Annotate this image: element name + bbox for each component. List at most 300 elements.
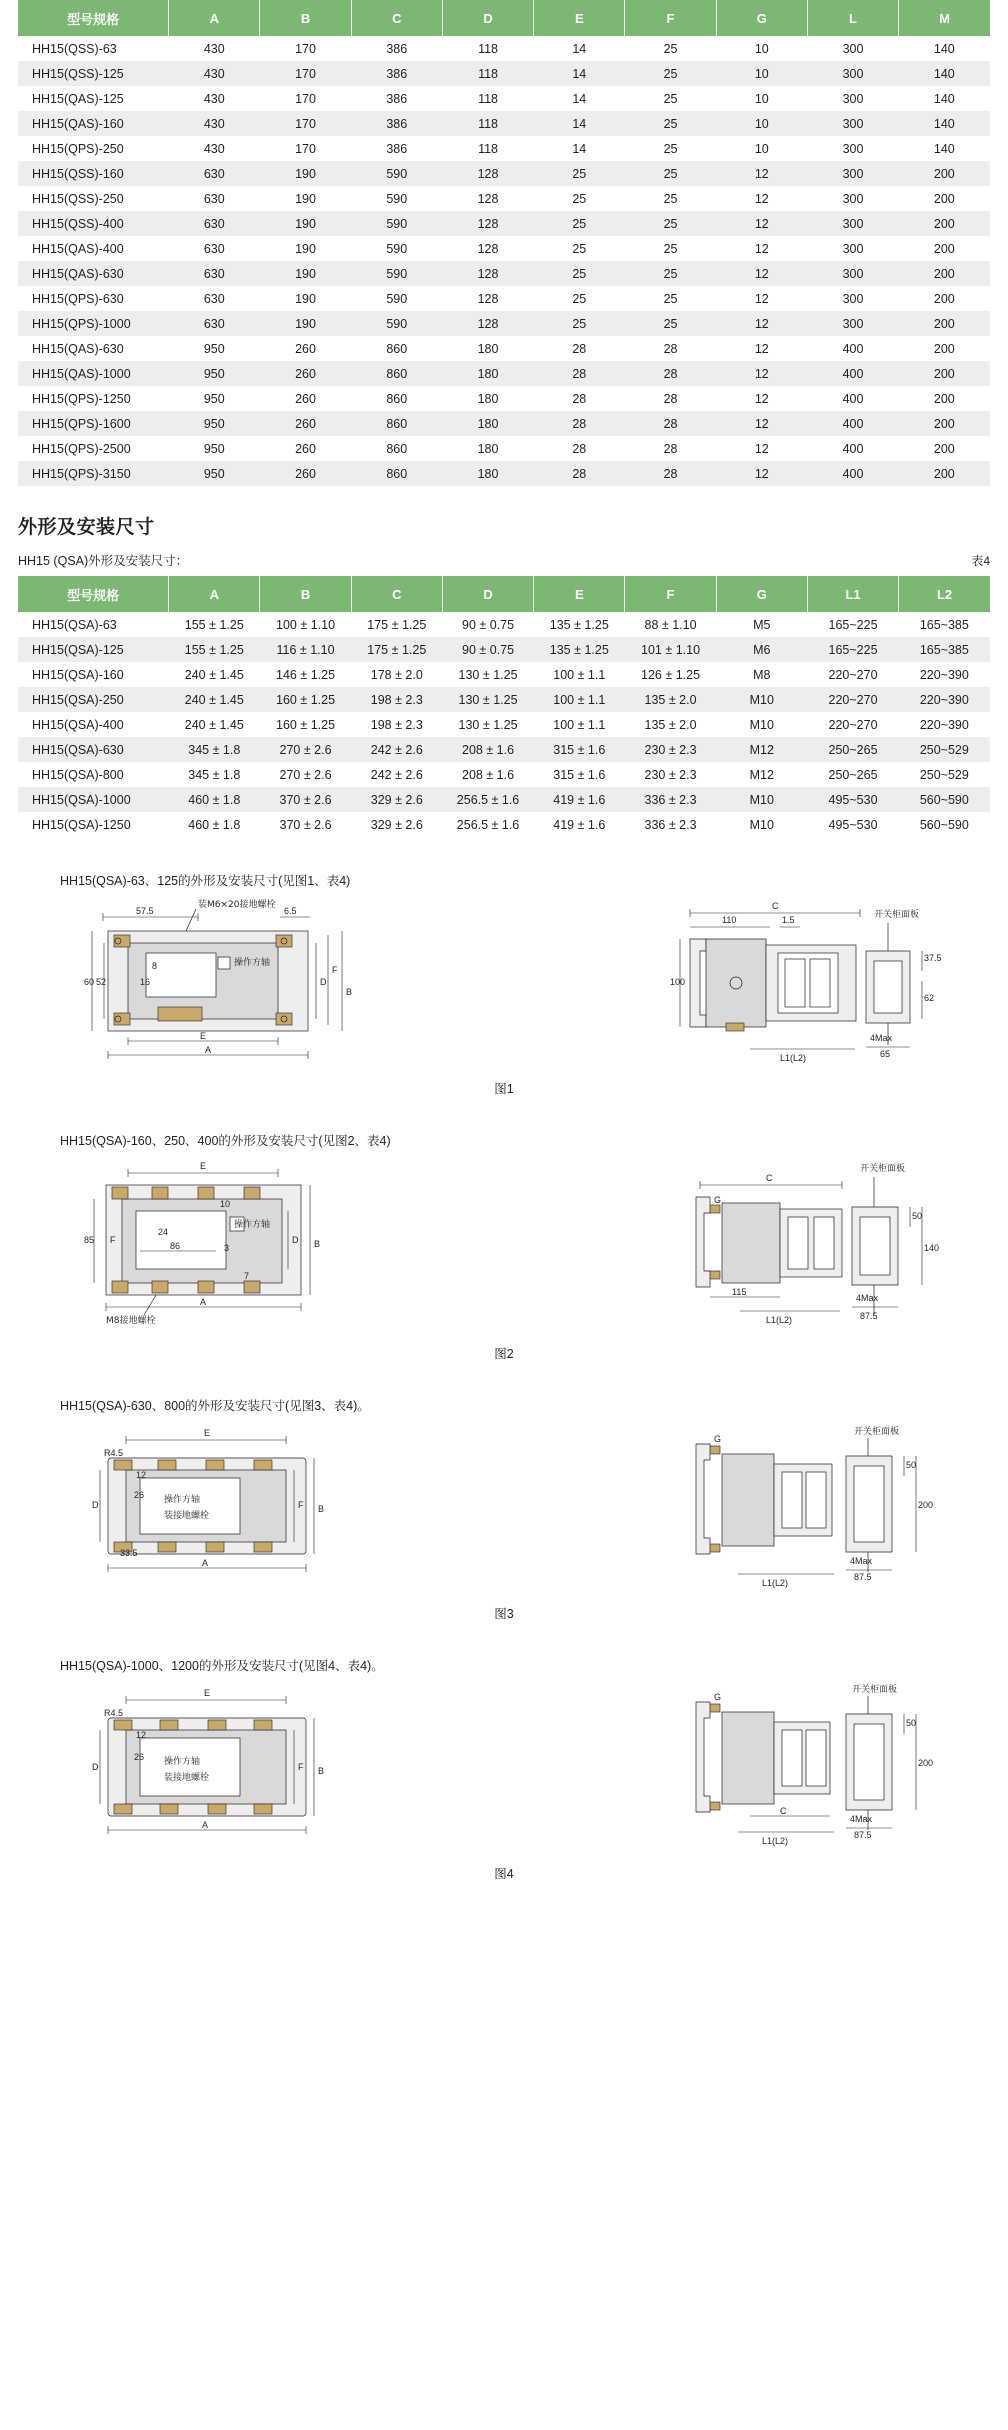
- table2-col-1: A: [169, 576, 260, 612]
- row-cell: 28: [625, 336, 716, 361]
- label-G: G: [714, 1195, 722, 1205]
- label-D: D: [92, 1500, 99, 1510]
- row-cell: 190: [260, 286, 351, 311]
- label-operating-shaft: 操作方轴: [164, 1757, 201, 1767]
- row-cell: 12: [716, 311, 807, 336]
- row-cell: 165~385: [899, 637, 990, 662]
- row-cell: 590: [351, 261, 442, 286]
- row-model-name: HH15(QAS)-630: [18, 336, 169, 361]
- row-model-name: HH15(QSA)-1250: [18, 812, 169, 837]
- row-cell: 25: [625, 311, 716, 336]
- row-cell: 100 ± 1.1: [534, 687, 625, 712]
- row-cell: 90 ± 0.75: [442, 612, 533, 637]
- row-cell: 28: [625, 436, 716, 461]
- row-cell: 419 ± 1.6: [534, 812, 625, 837]
- table-row: [18, 386, 990, 411]
- row-model-name: HH15(QPS)-630: [18, 286, 169, 311]
- row-cell: 12: [716, 286, 807, 311]
- row-cell: 126 ± 1.25: [625, 662, 716, 687]
- row-cell: 10: [716, 136, 807, 161]
- row-model-name: HH15(QSA)-800: [18, 762, 169, 787]
- table2-caption: HH15 (QSA)外形及安装尺寸：: [18, 554, 189, 568]
- table-row: [18, 336, 990, 361]
- row-cell: 28: [534, 436, 625, 461]
- row-cell: 116 ± 1.10: [260, 637, 351, 662]
- row-model-name: HH15(QSA)-63: [18, 612, 169, 637]
- row-cell: 25: [625, 236, 716, 261]
- row-cell: 630: [169, 286, 260, 311]
- row-model-name: HH15(QSA)-125: [18, 637, 169, 662]
- label-50: 50: [906, 1718, 917, 1728]
- row-cell: 190: [260, 211, 351, 236]
- row-model-name: HH15(QSA)-1000: [18, 787, 169, 812]
- table-row: [18, 762, 990, 787]
- row-cell: 128: [442, 161, 533, 186]
- label-3: 3: [224, 1243, 230, 1253]
- row-cell: 130 ± 1.25: [442, 662, 533, 687]
- label-R4-5: R4.5: [104, 1448, 124, 1458]
- table1-col-5: E: [534, 0, 625, 36]
- row-cell: 14: [534, 111, 625, 136]
- figure-block-4: [18, 1656, 990, 1882]
- row-cell: 430: [169, 86, 260, 111]
- row-cell: 25: [625, 286, 716, 311]
- label-100: 100: [670, 977, 686, 987]
- row-cell: 25: [534, 286, 625, 311]
- row-cell: 400: [807, 361, 898, 386]
- label-B: B: [318, 1766, 325, 1776]
- label-4max: 4Max: [850, 1814, 873, 1824]
- row-cell: 190: [260, 236, 351, 261]
- row-cell: 128: [442, 261, 533, 286]
- figure-2-left-drawing: [48, 1155, 378, 1340]
- row-cell: 28: [625, 386, 716, 411]
- row-cell: 25: [534, 236, 625, 261]
- row-cell: 12: [716, 461, 807, 486]
- row-cell: 260: [260, 336, 351, 361]
- label-60: 60: [84, 977, 95, 987]
- label-26: 26: [134, 1490, 145, 1500]
- row-cell: 329 ± 2.6: [351, 812, 442, 837]
- table1-col-1: A: [169, 0, 260, 36]
- row-cell: 400: [807, 411, 898, 436]
- label-ground-bolt: 装接地螺栓: [164, 1511, 210, 1521]
- label-A: A: [202, 1820, 209, 1830]
- row-cell: 12: [716, 161, 807, 186]
- row-cell: 200: [899, 386, 990, 411]
- row-cell: 140: [899, 136, 990, 161]
- label-86: 86: [170, 1241, 181, 1251]
- row-model-name: HH15(QPS)-2500: [18, 436, 169, 461]
- table1-col-7: G: [716, 0, 807, 36]
- row-model-name: HH15(QAS)-160: [18, 111, 169, 136]
- row-cell: 950: [169, 361, 260, 386]
- row-cell: 135 ± 2.0: [625, 712, 716, 737]
- row-cell: 100 ± 1.1: [534, 712, 625, 737]
- row-model-name: HH15(QSA)-400: [18, 712, 169, 737]
- row-cell: 220~270: [807, 712, 898, 737]
- label-B: B: [346, 987, 353, 997]
- table-row: [18, 637, 990, 662]
- section-title: 外形及安装尺寸: [18, 517, 155, 538]
- row-cell: 315 ± 1.6: [534, 737, 625, 762]
- label-62: 62: [924, 993, 935, 1003]
- table2-col-3: C: [351, 576, 442, 612]
- row-cell: 130 ± 1.25: [442, 687, 533, 712]
- row-cell: 230 ± 2.3: [625, 762, 716, 787]
- row-cell: 590: [351, 211, 442, 236]
- row-cell: 220~390: [899, 687, 990, 712]
- table2-col-2: B: [260, 576, 351, 612]
- table2-caption-right: 表4: [971, 554, 990, 568]
- row-cell: 170: [260, 111, 351, 136]
- table-row: [18, 812, 990, 837]
- row-cell: 250~529: [899, 762, 990, 787]
- label-87-5: 87.5: [854, 1572, 872, 1582]
- row-cell: 165~225: [807, 637, 898, 662]
- row-cell: 430: [169, 111, 260, 136]
- row-cell: 140: [899, 111, 990, 136]
- label-F: F: [298, 1500, 304, 1510]
- label-110: 110: [722, 915, 737, 925]
- row-cell: 101 ± 1.10: [625, 637, 716, 662]
- table2-caption-row: [18, 551, 990, 569]
- row-cell: 10: [716, 36, 807, 61]
- row-cell: 140: [899, 61, 990, 86]
- row-cell: 250~265: [807, 762, 898, 787]
- dimensions-table-1: [18, 0, 990, 486]
- label-G: G: [714, 1434, 722, 1444]
- row-cell: 336 ± 2.3: [625, 787, 716, 812]
- row-cell: 140: [899, 36, 990, 61]
- row-cell: 14: [534, 136, 625, 161]
- row-cell: 386: [351, 111, 442, 136]
- row-cell: 495~530: [807, 787, 898, 812]
- table-row: [18, 61, 990, 86]
- row-cell: 860: [351, 461, 442, 486]
- figure-3-title: HH15(QSA)-630、800的外形及安装尺寸(见图3、表4)。: [60, 1399, 370, 1413]
- row-cell: 200: [899, 411, 990, 436]
- row-cell: 90 ± 0.75: [442, 637, 533, 662]
- figure-2-title: HH15(QSA)-160、250、400的外形及安装尺寸(见图2、表4): [60, 1134, 391, 1148]
- row-model-name: HH15(QSS)-160: [18, 161, 169, 186]
- row-cell: 300: [807, 36, 898, 61]
- table-row: [18, 612, 990, 637]
- row-cell: 270 ± 2.6: [260, 762, 351, 787]
- row-cell: 190: [260, 261, 351, 286]
- row-cell: 630: [169, 211, 260, 236]
- row-cell: 14: [534, 61, 625, 86]
- label-cabinet-panel: 开关柜面板: [854, 1427, 900, 1437]
- table-row: [18, 461, 990, 486]
- row-cell: 260: [260, 386, 351, 411]
- row-cell: 175 ± 1.25: [351, 637, 442, 662]
- row-cell: 155 ± 1.25: [169, 612, 260, 637]
- row-cell: 10: [716, 111, 807, 136]
- row-cell: 430: [169, 61, 260, 86]
- row-cell: 160 ± 1.25: [260, 687, 351, 712]
- row-cell: 460 ± 1.8: [169, 787, 260, 812]
- figure-3-number: 图3: [494, 1607, 514, 1621]
- row-cell: 400: [807, 436, 898, 461]
- row-cell: 860: [351, 436, 442, 461]
- table-row: [18, 787, 990, 812]
- row-cell: 630: [169, 261, 260, 286]
- row-cell: 135 ± 2.0: [625, 687, 716, 712]
- row-cell: 165~385: [899, 612, 990, 637]
- row-cell: 495~530: [807, 812, 898, 837]
- row-model-name: HH15(QSA)-160: [18, 662, 169, 687]
- table1-col-0: 型号规格: [18, 0, 169, 36]
- label-D: D: [292, 1235, 299, 1245]
- row-cell: 460 ± 1.8: [169, 812, 260, 837]
- row-cell: 25: [534, 211, 625, 236]
- table-row: [18, 86, 990, 111]
- row-model-name: HH15(QSS)-400: [18, 211, 169, 236]
- label-A: A: [202, 1558, 209, 1568]
- row-cell: 208 ± 1.6: [442, 762, 533, 787]
- row-cell: 12: [716, 386, 807, 411]
- row-cell: 200: [899, 336, 990, 361]
- label-cabinet-panel: 开关柜面板: [852, 1685, 898, 1695]
- label-C: C: [780, 1806, 787, 1816]
- table1-header-row: [18, 0, 990, 36]
- label-E: E: [200, 1031, 207, 1041]
- row-cell: M12: [716, 737, 807, 762]
- row-cell: 12: [716, 336, 807, 361]
- label-F: F: [332, 965, 338, 975]
- label-D: D: [320, 977, 327, 987]
- row-cell: M8: [716, 662, 807, 687]
- label-cabinet-panel: 开关柜面板: [874, 910, 920, 920]
- label-24: 24: [158, 1227, 169, 1237]
- row-cell: 128: [442, 286, 533, 311]
- row-cell: 300: [807, 261, 898, 286]
- row-cell: 25: [625, 61, 716, 86]
- row-cell: 28: [534, 336, 625, 361]
- row-cell: 270 ± 2.6: [260, 737, 351, 762]
- label-6-5: 6.5: [284, 906, 297, 916]
- label-87-5: 87.5: [854, 1830, 872, 1840]
- row-cell: 336 ± 2.3: [625, 812, 716, 837]
- label-L1L2: L1(L2): [762, 1578, 789, 1588]
- row-cell: 256.5 ± 1.6: [442, 787, 533, 812]
- row-cell: 180: [442, 361, 533, 386]
- figure-1-right-drawing: [630, 895, 960, 1075]
- row-cell: 12: [716, 361, 807, 386]
- row-cell: 28: [534, 461, 625, 486]
- row-cell: 300: [807, 61, 898, 86]
- row-cell: 118: [442, 61, 533, 86]
- row-cell: 198 ± 2.3: [351, 687, 442, 712]
- row-cell: 200: [899, 161, 990, 186]
- row-cell: 180: [442, 461, 533, 486]
- table2-header-row: [18, 576, 990, 612]
- row-cell: 190: [260, 161, 351, 186]
- row-cell: 329 ± 2.6: [351, 787, 442, 812]
- row-cell: 12: [716, 261, 807, 286]
- label-B: B: [314, 1239, 321, 1249]
- dimensions-table-2: [18, 576, 990, 837]
- label-ground-bolt: 装M6×20接地螺栓: [198, 900, 276, 910]
- row-cell: 160 ± 1.25: [260, 712, 351, 737]
- table2-col-4: D: [442, 576, 533, 612]
- row-cell: 315 ± 1.6: [534, 762, 625, 787]
- row-cell: 300: [807, 236, 898, 261]
- row-cell: 400: [807, 386, 898, 411]
- table1-col-6: F: [625, 0, 716, 36]
- row-cell: 240 ± 1.45: [169, 662, 260, 687]
- row-cell: 12: [716, 436, 807, 461]
- row-cell: 28: [534, 386, 625, 411]
- label-A: A: [200, 1297, 207, 1307]
- table2-col-5: E: [534, 576, 625, 612]
- table-row: [18, 36, 990, 61]
- row-cell: 240 ± 1.45: [169, 687, 260, 712]
- row-cell: 345 ± 1.8: [169, 737, 260, 762]
- row-cell: 860: [351, 361, 442, 386]
- row-cell: 25: [625, 186, 716, 211]
- label-115: 115: [732, 1287, 747, 1297]
- label-52: 52: [96, 977, 107, 987]
- row-cell: 25: [534, 261, 625, 286]
- row-cell: 190: [260, 186, 351, 211]
- row-cell: 200: [899, 436, 990, 461]
- row-cell: 14: [534, 36, 625, 61]
- row-cell: 300: [807, 136, 898, 161]
- label-12: 12: [136, 1730, 147, 1740]
- row-cell: 100 ± 1.10: [260, 612, 351, 637]
- figure-3-left-drawing: [48, 1420, 378, 1600]
- row-cell: 220~270: [807, 687, 898, 712]
- row-cell: 630: [169, 311, 260, 336]
- row-cell: 386: [351, 136, 442, 161]
- row-cell: 300: [807, 161, 898, 186]
- table-row: [18, 737, 990, 762]
- table-row: [18, 436, 990, 461]
- row-cell: 560~590: [899, 812, 990, 837]
- row-cell: 140: [899, 86, 990, 111]
- table-row: [18, 161, 990, 186]
- row-cell: 300: [807, 186, 898, 211]
- label-200: 200: [918, 1500, 934, 1510]
- label-B: B: [318, 1504, 325, 1514]
- figure-1-number: 图1: [494, 1082, 514, 1096]
- row-cell: 155 ± 1.25: [169, 637, 260, 662]
- row-cell: 260: [260, 461, 351, 486]
- label-F: F: [110, 1235, 116, 1245]
- table2-col-0: 型号规格: [18, 576, 169, 612]
- row-cell: 200: [899, 311, 990, 336]
- row-model-name: HH15(QAS)-1000: [18, 361, 169, 386]
- row-cell: 250~265: [807, 737, 898, 762]
- row-cell: 25: [534, 186, 625, 211]
- row-cell: M10: [716, 687, 807, 712]
- table-row: [18, 662, 990, 687]
- label-140: 140: [924, 1243, 940, 1253]
- row-cell: 220~390: [899, 712, 990, 737]
- row-cell: 950: [169, 436, 260, 461]
- table-row: [18, 186, 990, 211]
- label-85: 85: [84, 1235, 95, 1245]
- label-m8-ground-bolt: M8接地螺栓: [106, 1316, 156, 1326]
- row-cell: 25: [534, 311, 625, 336]
- row-cell: 200: [899, 211, 990, 236]
- figure-4-number: 图4: [494, 1867, 514, 1881]
- row-cell: 260: [260, 411, 351, 436]
- label-L1L2: L1(L2): [780, 1053, 807, 1063]
- label-E: E: [204, 1428, 211, 1438]
- row-cell: 28: [625, 411, 716, 436]
- row-model-name: HH15(QPS)-1000: [18, 311, 169, 336]
- label-operating-shaft: 操作方轴: [234, 1220, 271, 1230]
- row-cell: 220~390: [899, 662, 990, 687]
- row-cell: 25: [625, 261, 716, 286]
- row-cell: 950: [169, 411, 260, 436]
- table-row: [18, 261, 990, 286]
- row-cell: 860: [351, 386, 442, 411]
- table-row: [18, 712, 990, 737]
- label-E: E: [200, 1161, 207, 1171]
- row-cell: 200: [899, 261, 990, 286]
- label-50: 50: [906, 1460, 917, 1470]
- label-16: 16: [140, 977, 151, 987]
- row-cell: 25: [625, 86, 716, 111]
- row-cell: 400: [807, 336, 898, 361]
- table2-col-9: L2: [899, 576, 990, 612]
- row-cell: 386: [351, 86, 442, 111]
- row-cell: 12: [716, 186, 807, 211]
- row-cell: 400: [807, 461, 898, 486]
- label-200: 200: [918, 1758, 934, 1768]
- row-cell: 430: [169, 36, 260, 61]
- row-cell: 118: [442, 111, 533, 136]
- row-cell: 386: [351, 61, 442, 86]
- table1-col-4: D: [442, 0, 533, 36]
- row-cell: 590: [351, 286, 442, 311]
- row-cell: 860: [351, 336, 442, 361]
- row-cell: 950: [169, 336, 260, 361]
- figure-block-2: [18, 1131, 990, 1362]
- row-model-name: HH15(QAS)-630: [18, 261, 169, 286]
- label-10: 10: [220, 1199, 231, 1209]
- row-cell: 146 ± 1.25: [260, 662, 351, 687]
- label-E: E: [204, 1688, 211, 1698]
- row-cell: 300: [807, 211, 898, 236]
- label-operating-shaft: 操作方轴: [234, 958, 271, 968]
- row-cell: 180: [442, 336, 533, 361]
- row-model-name: HH15(QAS)-125: [18, 86, 169, 111]
- row-cell: 28: [625, 361, 716, 386]
- row-cell: 100 ± 1.1: [534, 662, 625, 687]
- label-F: F: [298, 1762, 304, 1772]
- row-cell: 300: [807, 286, 898, 311]
- row-cell: 130 ± 1.25: [442, 712, 533, 737]
- figure-block-1: [18, 871, 990, 1097]
- row-cell: 180: [442, 386, 533, 411]
- row-model-name: HH15(QPS)-1600: [18, 411, 169, 436]
- label-D: D: [92, 1762, 99, 1772]
- row-cell: 590: [351, 161, 442, 186]
- row-cell: 630: [169, 186, 260, 211]
- row-cell: 630: [169, 161, 260, 186]
- table-row: [18, 286, 990, 311]
- label-operating-shaft: 操作方轴: [164, 1495, 201, 1505]
- row-cell: 370 ± 2.6: [260, 812, 351, 837]
- row-cell: 28: [625, 461, 716, 486]
- figure-1-left-drawing: [48, 895, 378, 1075]
- label-4max: 4Max: [870, 1033, 893, 1043]
